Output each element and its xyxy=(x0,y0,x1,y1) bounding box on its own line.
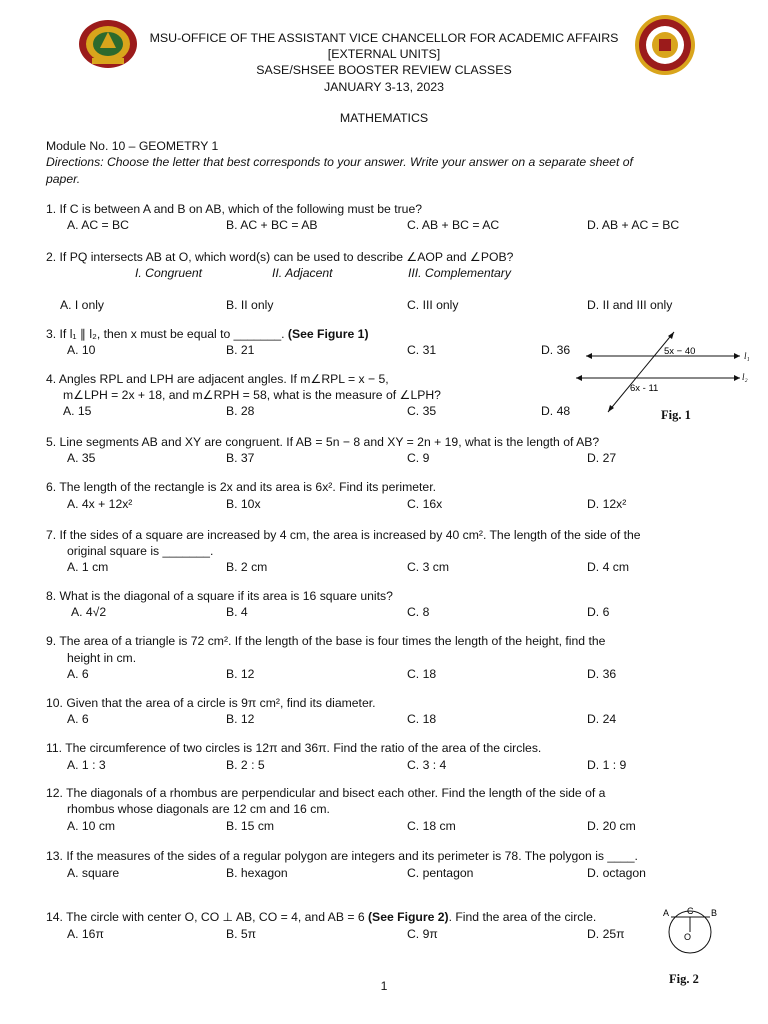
option-c: C. 8 xyxy=(407,605,430,619)
option-d: D. 12x² xyxy=(587,497,627,511)
question-text: 12. The diagonals of a rhombus are perpendicular and bisect each other. Find the length of the side of a xyxy=(46,786,606,800)
figure-2-point-a: A xyxy=(663,908,670,918)
option-b: B. AC + BC = AB xyxy=(226,218,318,232)
subject-title: MATHEMATICS xyxy=(339,111,429,125)
question-text: 6. The length of the rectangle is 2x and its area is 6x². Find its perimeter. xyxy=(46,480,436,494)
option-b: B. 12 xyxy=(226,712,255,726)
header-line-1: MSU-OFFICE OF THE ASSISTANT VICE CHANCELLOR FOR ACADEMIC AFFAIRS xyxy=(149,31,619,45)
question-text: 8. What is the diagonal of a square if its area is 16 square units? xyxy=(46,589,393,603)
option-c: C. 3 : 4 xyxy=(407,758,447,772)
question-body-end: . Find the area of the circle. xyxy=(448,910,597,924)
option-a: A. AC = BC xyxy=(67,218,129,232)
option-a: A. 15 xyxy=(63,404,92,418)
option-c: C. 9π xyxy=(407,927,438,941)
question-text-line-2: rhombus whose diagonals are 12 cm and 16 cm. xyxy=(67,802,330,816)
option-d: D. 6 xyxy=(587,605,610,619)
question-text: 9. The area of a triangle is 72 cm². If the length of the base is four times the length of the height, find the xyxy=(46,634,606,648)
option-b: B. 28 xyxy=(226,404,255,418)
option-b: B. 5π xyxy=(226,927,257,941)
question-text: 4. Angles RPL and LPH are adjacent angles. If m∠RPL = x − 5, xyxy=(46,372,389,386)
module-title: Module No. 10 – GEOMETRY 1 xyxy=(46,139,219,153)
option-c: C. III only xyxy=(407,298,459,312)
option-a: A. 1 : 3 xyxy=(67,758,106,772)
option-d: D. 1 : 9 xyxy=(587,758,627,772)
page-number: 1 xyxy=(380,979,388,993)
question-text-line-2: m∠LPH = 2x + 18, and m∠RPH = 58, what is the measure of ∠LPH? xyxy=(63,388,441,402)
question-text: 2. If PQ intersects AB at O, which word(s) can be used to describe ∠AOP and ∠POB? xyxy=(46,250,514,264)
option-b: B. 37 xyxy=(226,451,255,465)
option-c: C. 18 xyxy=(407,667,437,681)
option-a: A. 1 cm xyxy=(67,560,109,574)
figure-2-point-o: O xyxy=(684,932,692,942)
option-d: D. 4 cm xyxy=(587,560,629,574)
option-c: C. 18 cm xyxy=(407,819,456,833)
directions-label: Directions xyxy=(46,155,101,169)
question-text: 5. Line segments AB and XY are congruent. If AB = 5n − 8 and XY = 2n + 19, what is the length of AB? xyxy=(46,435,600,449)
option-c: C. 35 xyxy=(407,404,437,418)
option-b: B. 10x xyxy=(226,497,261,511)
option-b: B. 2 cm xyxy=(226,560,268,574)
figure-reference: (See Figure 1) xyxy=(287,327,369,341)
option-d: D. 20 cm xyxy=(587,819,636,833)
option-c: C. 18 xyxy=(407,712,437,726)
question-body: 14. The circle with center O, CO ⊥ AB, CO = 4, and AB = 6 xyxy=(46,910,368,924)
figure-1-top-expression: 5x − 40 xyxy=(664,346,696,357)
option-c: C. 3 cm xyxy=(407,560,449,574)
option-b: B. 21 xyxy=(226,343,255,357)
option-b: B. hexagon xyxy=(226,866,288,880)
figure-2-diagram xyxy=(660,902,724,962)
option-b: B. II only xyxy=(226,298,274,312)
header-line-2: [EXTERNAL UNITS] xyxy=(327,47,441,61)
question-text xyxy=(46,327,369,341)
option-a: A. 4√2 xyxy=(71,605,107,619)
option-d: D. AB + AC = BC xyxy=(587,218,680,232)
option-a: A. 4x + 12x² xyxy=(67,497,133,511)
question-text: 11. The circumference of two circles is 12π and 36π. Find the ratio of the area of the circles. xyxy=(46,741,542,755)
option-a: A. 6 xyxy=(67,712,89,726)
option-a: A. square xyxy=(67,866,120,880)
option-c: C. 9 xyxy=(407,451,430,465)
option-a: A. 16π xyxy=(67,927,104,941)
option-d: D. 36 xyxy=(587,667,617,681)
figure-1-label: Fig. 1 xyxy=(661,408,691,422)
option-d: D. 27 xyxy=(587,451,617,465)
figure-reference: (See Figure 2) xyxy=(368,910,449,924)
option-d: D. 36 xyxy=(541,343,571,357)
option-a: A. I only xyxy=(60,298,105,312)
option-d: D. 25π xyxy=(587,927,625,941)
option-d: D. 24 xyxy=(587,712,617,726)
header-line-4: JANUARY 3-13, 2023 xyxy=(323,80,445,94)
figure-1-l2-label: l₂ xyxy=(742,372,748,382)
option-c: C. 16x xyxy=(407,497,443,511)
option-a: A. 6 xyxy=(67,667,89,681)
option-d: D. octagon xyxy=(587,866,646,880)
option-b: B. 4 xyxy=(226,605,248,619)
directions-text-2: paper. xyxy=(46,172,81,186)
question-text: 7. If the sides of a square are increased by 4 cm, the area is increased by 40 cm². The length of the side of the xyxy=(46,528,641,542)
option-b: B. 2 : 5 xyxy=(226,758,265,772)
option-b: B. 15 cm xyxy=(226,819,275,833)
sub-item: III. Complementary xyxy=(408,266,511,280)
option-c: C. 31 xyxy=(407,343,437,357)
directions-text: : Choose the letter that best corresponds to your answer. Write your answer on a separate sheet of xyxy=(100,155,633,169)
option-c: C. AB + BC = AC xyxy=(407,218,500,232)
sub-item: I. Congruent xyxy=(135,266,203,280)
question-text: 1. If C is between A and B on AB, which of the following must be true? xyxy=(46,202,423,216)
figure-1-l1-label: l₁ xyxy=(744,351,750,361)
figure-1-bottom-expression: 6x - 11 xyxy=(630,383,659,394)
question-text-line-2: height in cm. xyxy=(67,651,137,665)
figure-2-point-c: C xyxy=(687,906,694,916)
option-b: B. 12 xyxy=(226,667,255,681)
question-text-line-2: original square is _______. xyxy=(67,544,214,558)
header-line-3: SASE/SHSEE BOOSTER REVIEW CLASSES xyxy=(256,63,512,77)
option-a: A. 10 cm xyxy=(67,819,116,833)
option-a: A. 35 xyxy=(67,451,96,465)
sub-item: II. Adjacent xyxy=(272,266,333,280)
option-d: D. 48 xyxy=(541,404,571,418)
option-c: C. pentagon xyxy=(407,866,474,880)
question-body: 3. If l₁ ∥ l₂, then x must be equal to _______. xyxy=(46,327,288,341)
figure-2-label: Fig. 2 xyxy=(669,972,699,986)
figure-2-point-b: B xyxy=(711,908,718,918)
figure-1-diagram xyxy=(570,328,760,418)
question-text: 13. If the measures of the sides of a regular polygon are integers and its perimeter is 78. The polygon is ____. xyxy=(46,849,638,863)
question-text: 10. Given that the area of a circle is 9π cm², find its diameter. xyxy=(46,696,376,710)
option-d: D. II and III only xyxy=(587,298,673,312)
option-a: A. 10 xyxy=(67,343,96,357)
directions xyxy=(46,155,736,169)
question-text xyxy=(46,910,596,924)
